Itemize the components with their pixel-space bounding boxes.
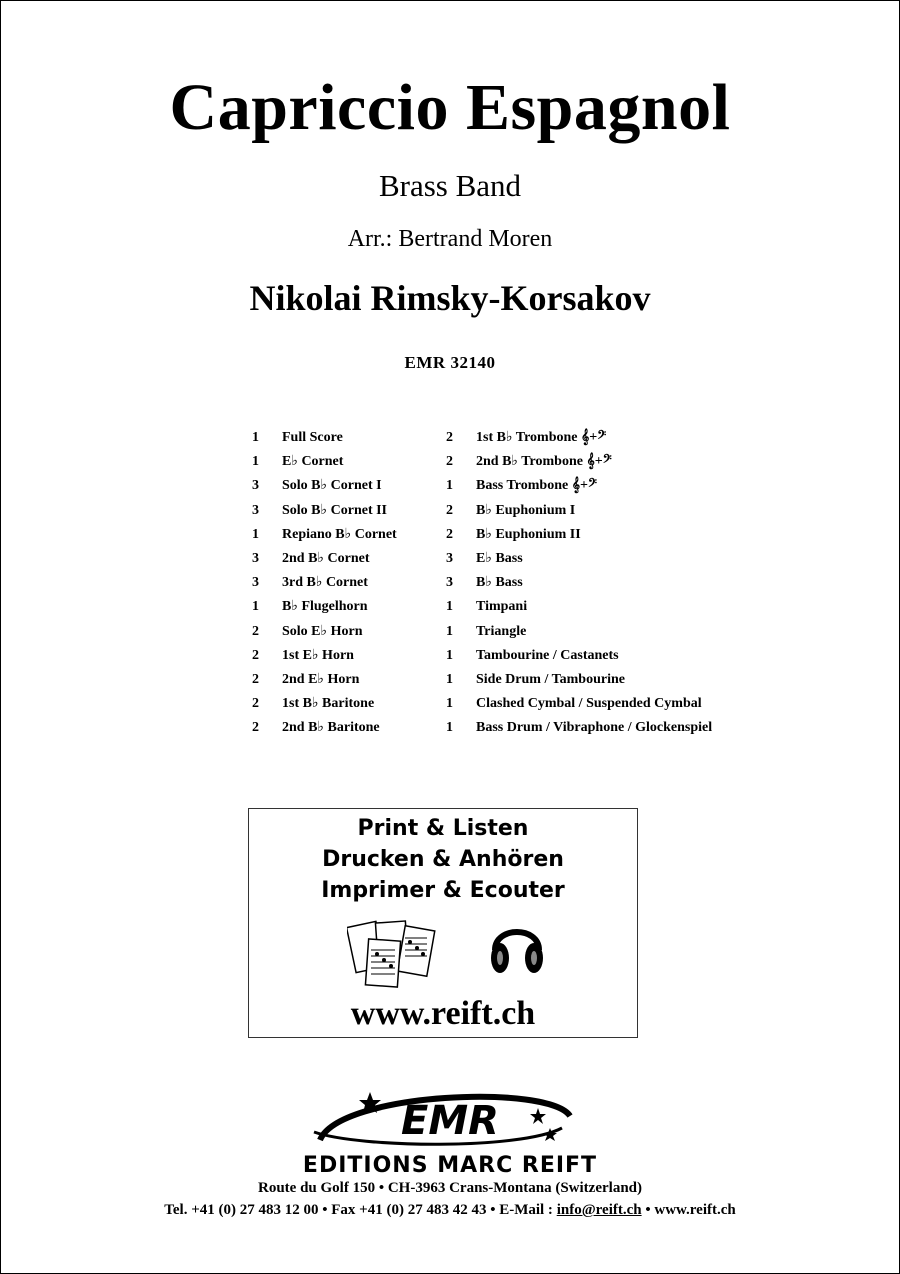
- contact-phone-fax: Tel. +41 (0) 27 483 12 00 • Fax +41 (0) 27 483 42 43 • E-Mail :: [164, 1202, 557, 1218]
- publisher-contact: [0, 1202, 900, 1219]
- part-row: [446, 450, 776, 474]
- part-name: Bass Drum / Vibraphone / Glockenspiel: [476, 720, 713, 736]
- part-quantity: 2: [446, 526, 453, 542]
- part-name: Solo B♭ Cornet I: [282, 478, 382, 494]
- part-name: Solo E♭ Horn: [282, 623, 363, 639]
- part-name: 2nd E♭ Horn: [282, 671, 360, 687]
- part-name: 1st E♭ Horn: [282, 647, 354, 663]
- print-listen-box: [248, 808, 638, 1038]
- promo-line-german: Drucken & Anhören: [322, 847, 564, 872]
- contact-website: • www.reift.ch: [641, 1202, 736, 1218]
- part-row: [252, 692, 442, 716]
- website-url: www.reift.ch: [350, 995, 536, 1032]
- part-name: Solo B♭ Cornet II: [282, 502, 387, 518]
- part-quantity: 3: [446, 550, 453, 566]
- part-name: 2nd B♭ Baritone: [282, 720, 380, 736]
- part-quantity: 2: [252, 696, 259, 712]
- part-row: [446, 668, 776, 692]
- part-quantity: 1: [252, 526, 259, 542]
- part-row: [446, 547, 776, 571]
- part-quantity: 1: [252, 430, 259, 445]
- part-name: 1st B♭ Trombone 𝄞+𝄢: [476, 430, 607, 445]
- part-quantity: 1: [446, 720, 453, 736]
- part-quantity: 2: [446, 430, 453, 445]
- part-name: Timpani: [476, 599, 528, 615]
- part-name: B♭ Euphonium II: [476, 526, 581, 542]
- part-quantity: 1: [252, 599, 259, 615]
- part-row: [446, 571, 776, 595]
- part-name: 1st B♭ Baritone: [282, 696, 375, 712]
- part-name: Clashed Cymbal / Suspended Cymbal: [476, 696, 702, 712]
- part-row: [252, 571, 442, 595]
- email-link[interactable]: info@reift.ch: [556, 1202, 642, 1218]
- part-quantity: 1: [446, 478, 453, 494]
- part-row: [446, 692, 776, 716]
- part-row: [252, 620, 442, 644]
- part-name: B♭ Euphonium I: [476, 502, 576, 518]
- part-quantity: 2: [252, 623, 259, 639]
- part-name: B♭ Flugelhorn: [282, 599, 368, 615]
- emr-logo-text: EMR: [401, 1098, 499, 1144]
- promo-line-english: Print & Listen: [357, 816, 529, 841]
- arranger-credit: Arr.: Bertrand Moren: [347, 226, 553, 252]
- part-quantity: 3: [252, 575, 259, 591]
- part-row: [252, 595, 442, 619]
- publisher-address: Route du Golf 150 • CH-3963 Crans-Montana (Switzerland): [258, 1180, 642, 1196]
- part-name: B♭ Bass: [476, 575, 523, 591]
- score-title: Capriccio Espagnol: [169, 71, 731, 144]
- part-quantity: 2: [252, 671, 259, 687]
- part-row: [446, 426, 776, 450]
- part-quantity: 2: [446, 454, 453, 470]
- part-quantity: 3: [252, 478, 259, 494]
- part-row: [446, 620, 776, 644]
- part-quantity: 3: [252, 550, 259, 566]
- part-row: [252, 499, 442, 523]
- part-row: [446, 523, 776, 547]
- publisher-name: EDITIONS MARC REIFT: [302, 1153, 598, 1178]
- part-name: Tambourine / Castanets: [476, 647, 619, 663]
- part-row: [446, 474, 776, 498]
- part-row: [252, 450, 442, 474]
- sheet-music-icon: [347, 914, 443, 990]
- part-quantity: 3: [446, 575, 453, 591]
- part-quantity: 1: [446, 599, 453, 615]
- part-name: Side Drum / Tambourine: [476, 671, 625, 687]
- part-quantity: 1: [446, 623, 453, 639]
- part-row: [446, 499, 776, 523]
- parts-list-left: [252, 426, 442, 740]
- part-row: [446, 716, 776, 740]
- ensemble-subtitle: Brass Band: [378, 168, 522, 203]
- part-name: Bass Trombone 𝄞+𝄢: [476, 478, 597, 494]
- part-name: 3rd B♭ Cornet: [282, 575, 368, 591]
- part-quantity: 2: [252, 647, 259, 663]
- catalog-number: EMR 32140: [404, 353, 496, 372]
- promo-line-french: Imprimer & Ecouter: [321, 878, 565, 903]
- part-quantity: 2: [446, 502, 453, 518]
- part-quantity: 1: [446, 671, 453, 687]
- part-quantity: 1: [446, 647, 453, 663]
- part-quantity: 1: [446, 696, 453, 712]
- parts-list-right: [446, 426, 776, 740]
- part-row: [446, 644, 776, 668]
- part-name: E♭ Cornet: [282, 454, 344, 470]
- part-row: [252, 523, 442, 547]
- part-quantity: 2: [252, 720, 259, 736]
- part-row: [252, 668, 442, 692]
- part-row: [252, 426, 442, 450]
- part-name: 2nd B♭ Trombone 𝄞+𝄢: [476, 454, 612, 470]
- part-row: [252, 716, 442, 740]
- part-row: [252, 644, 442, 668]
- part-name: Triangle: [476, 623, 527, 639]
- part-name: Repiano B♭ Cornet: [282, 526, 397, 542]
- part-name: Full Score: [282, 430, 343, 445]
- part-row: [252, 474, 442, 498]
- part-quantity: 3: [252, 502, 259, 518]
- headphones-icon: [487, 912, 547, 978]
- part-row: [446, 595, 776, 619]
- part-name: E♭ Bass: [476, 550, 523, 566]
- part-row: [252, 547, 442, 571]
- part-name: 2nd B♭ Cornet: [282, 550, 370, 566]
- part-quantity: 1: [252, 454, 259, 470]
- emr-logo: [300, 1088, 600, 1150]
- composer-name: Nikolai Rimsky-Korsakov: [249, 278, 651, 318]
